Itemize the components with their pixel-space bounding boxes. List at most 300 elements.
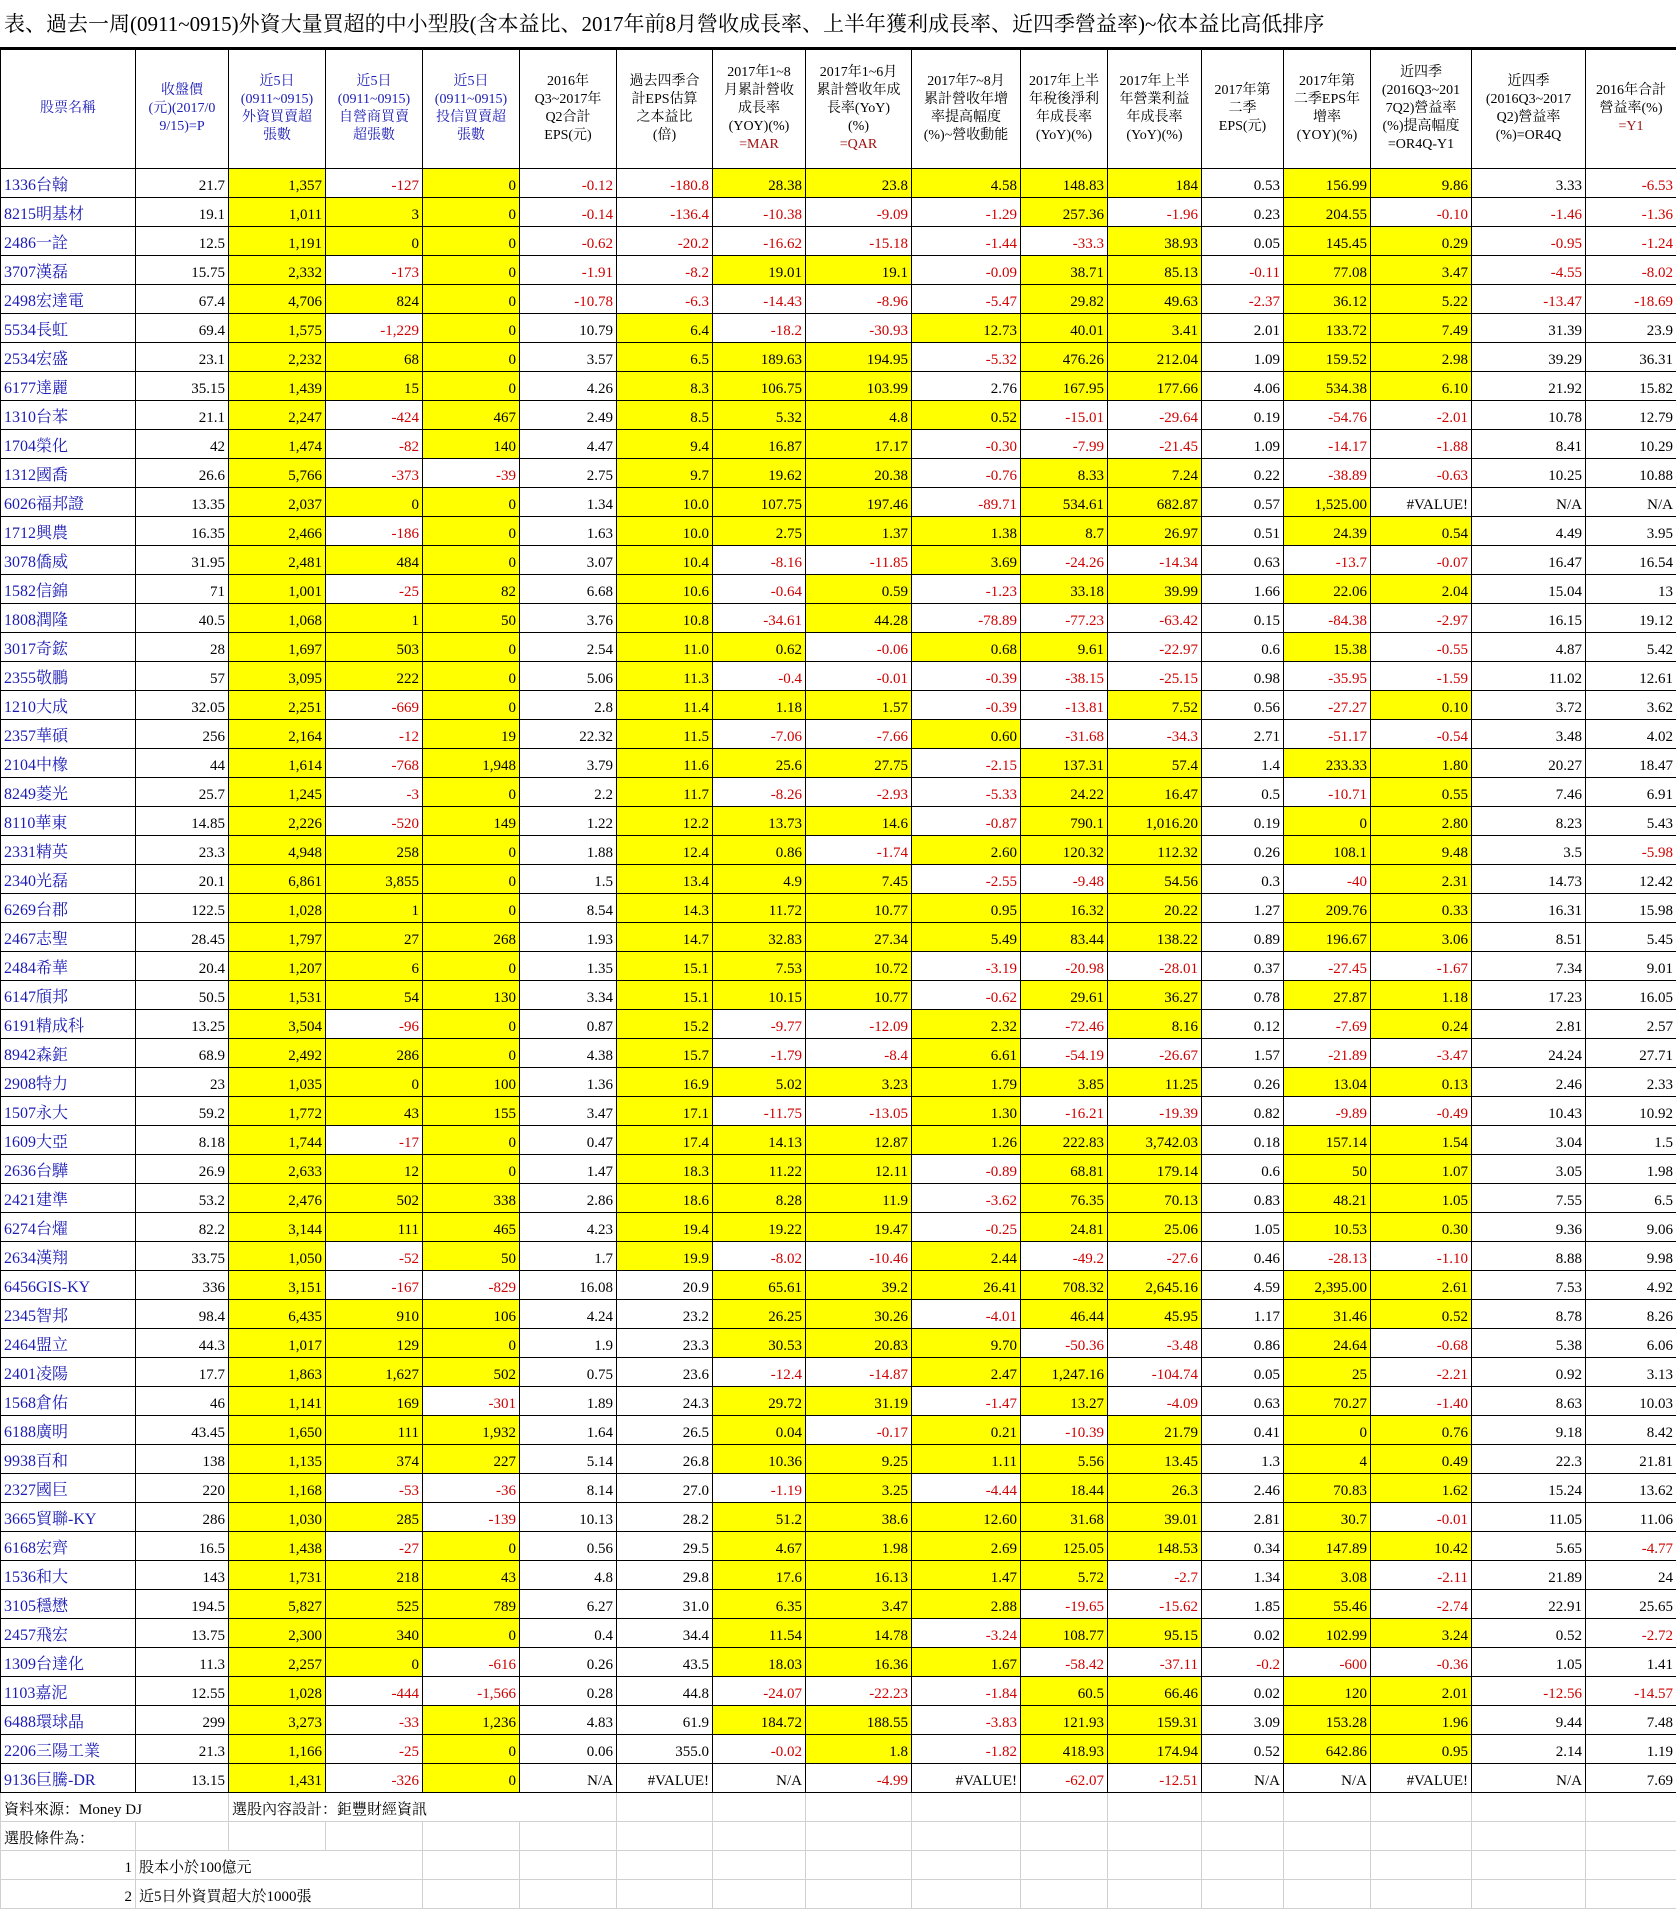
stock-name-link[interactable]: 6147頎邦 <box>1 981 136 1010</box>
cell-dealer-net-buy: 54 <box>326 981 423 1010</box>
cell-operating-income-growth: -25.15 <box>1108 662 1202 691</box>
cell-operating-income-growth: 45.95 <box>1108 1300 1202 1329</box>
cell-trust-net-buy: 0 <box>423 1155 520 1184</box>
stock-name-link[interactable]: 2327國巨 <box>1 1474 136 1503</box>
cell-revenue-growth-mar: -24.07 <box>713 1677 806 1706</box>
cell-operating-income-growth: -63.42 <box>1108 604 1202 633</box>
cell-eps-4q: 8.54 <box>520 894 617 923</box>
cell-foreign-net-buy: 3,504 <box>229 1010 326 1039</box>
cell-q2-eps-growth: 13.04 <box>1284 1068 1371 1097</box>
cell-pe-ratio: 14.3 <box>617 894 713 923</box>
cell-foreign-net-buy: 2,476 <box>229 1184 326 1213</box>
cell-net-income-growth: 46.44 <box>1021 1300 1108 1329</box>
cell-revenue-momentum: 9.70 <box>912 1329 1021 1358</box>
stock-name-link[interactable]: 2345智邦 <box>1 1300 136 1329</box>
cell-trust-net-buy: 0 <box>423 1126 520 1155</box>
stock-name-link[interactable]: 6177達麗 <box>1 372 136 401</box>
cell-foreign-net-buy: 3,144 <box>229 1213 326 1242</box>
stock-name-link[interactable]: 1704榮化 <box>1 430 136 459</box>
header-stock-name[interactable] <box>1 50 136 169</box>
cell-pe-ratio: 10.0 <box>617 488 713 517</box>
cell-pe-ratio: 19.4 <box>617 1213 713 1242</box>
header-op-margin-2016[interactable] <box>1586 50 1676 169</box>
cell-close-price: 33.75 <box>136 1242 229 1271</box>
cell-revenue-growth-qar: 27.75 <box>806 749 912 778</box>
cell-dealer-net-buy: 6 <box>326 952 423 981</box>
cell-revenue-growth-qar: 39.2 <box>806 1271 912 1300</box>
cell-eps-4q: 5.06 <box>520 662 617 691</box>
cell-op-margin-2016: 10.29 <box>1586 430 1676 459</box>
cell-net-income-growth: 3.85 <box>1021 1068 1108 1097</box>
cell-q2-eps-growth: -84.38 <box>1284 604 1371 633</box>
cell-revenue-growth-mar: 4.67 <box>713 1532 806 1561</box>
cell-trust-net-buy: 19 <box>423 720 520 749</box>
cell-q2-eps: 0.02 <box>1202 1677 1284 1706</box>
cell-q2-eps: -2.37 <box>1202 285 1284 314</box>
table-body <box>1 169 1676 1793</box>
cell-pe-ratio: 23.2 <box>617 1300 713 1329</box>
cell-net-income-growth: 790.1 <box>1021 807 1108 836</box>
stock-name-link[interactable]: 2331精英 <box>1 836 136 865</box>
stock-name-link[interactable]: 2355敬鵬 <box>1 662 136 691</box>
cell-q2-eps: 0.26 <box>1202 1068 1284 1097</box>
cell-close-price: 138 <box>136 1445 229 1474</box>
stock-name-link[interactable]: 3105穩懋 <box>1 1590 136 1619</box>
table-row <box>1 1416 1676 1445</box>
stock-name-link[interactable]: 8249菱光 <box>1 778 136 807</box>
cell-revenue-growth-qar: -7.66 <box>806 720 912 749</box>
criteria-text: 近5日外資買超大於1000張 <box>136 1880 423 1909</box>
cell-revenue-momentum: 1.38 <box>912 517 1021 546</box>
cell-pe-ratio: 12.2 <box>617 807 713 836</box>
cell-op-margin-change: 0.24 <box>1371 1010 1472 1039</box>
cell-op-margin-change: -0.36 <box>1371 1648 1472 1677</box>
cell-foreign-net-buy: 1,068 <box>229 604 326 633</box>
cell-foreign-net-buy: 3,273 <box>229 1706 326 1735</box>
header-revenue-growth-mar[interactable] <box>713 50 806 169</box>
cell-revenue-growth-mar: 51.2 <box>713 1503 806 1532</box>
table-row <box>1 430 1676 459</box>
cell-foreign-net-buy: 2,466 <box>229 517 326 546</box>
cell-op-margin-4q: 17.23 <box>1472 981 1586 1010</box>
cell-dealer-net-buy: -373 <box>326 459 423 488</box>
criteria-text: 股本小於100億元 <box>136 1851 423 1880</box>
cell-pe-ratio: 23.3 <box>617 1329 713 1358</box>
stock-name-link[interactable]: 2636台驊 <box>1 1155 136 1184</box>
cell-trust-net-buy: -139 <box>423 1503 520 1532</box>
header-q2-eps[interactable] <box>1202 50 1284 169</box>
cell-q2-eps: 1.09 <box>1202 343 1284 372</box>
table-row <box>1 372 1676 401</box>
cell-revenue-momentum: 0.52 <box>912 401 1021 430</box>
cell-q2-eps: 0.86 <box>1202 1329 1284 1358</box>
cell-revenue-growth-qar: 19.47 <box>806 1213 912 1242</box>
cell-revenue-growth-mar: -8.26 <box>713 778 806 807</box>
cell-eps-4q: 4.83 <box>520 1706 617 1735</box>
cell-foreign-net-buy: 2,492 <box>229 1039 326 1068</box>
cell-dealer-net-buy: -12 <box>326 720 423 749</box>
cell-op-margin-change: -0.55 <box>1371 633 1472 662</box>
stock-name-link[interactable]: 8215明基材 <box>1 198 136 227</box>
header-op-margin-change[interactable] <box>1371 50 1472 169</box>
stock-name-link[interactable]: 6188廣明 <box>1 1416 136 1445</box>
cell-op-margin-change: 9.86 <box>1371 169 1472 198</box>
cell-revenue-growth-mar: 0.04 <box>713 1416 806 1445</box>
cell-q2-eps: 0.02 <box>1202 1619 1284 1648</box>
cell-close-price: 12.5 <box>136 227 229 256</box>
cell-close-price: 23.1 <box>136 343 229 372</box>
cell-pe-ratio: -8.2 <box>617 256 713 285</box>
table-row <box>1 1184 1676 1213</box>
cell-pe-ratio: 15.2 <box>617 1010 713 1039</box>
cell-op-margin-4q: 4.87 <box>1472 633 1586 662</box>
cell-eps-4q: 2.2 <box>520 778 617 807</box>
cell-revenue-growth-qar: 4.8 <box>806 401 912 430</box>
cell-q2-eps: 0.63 <box>1202 546 1284 575</box>
cell-pe-ratio: 11.6 <box>617 749 713 778</box>
stock-table <box>0 49 1676 1909</box>
cell-net-income-growth: -38.15 <box>1021 662 1108 691</box>
header-net-income-growth[interactable] <box>1021 50 1108 169</box>
cell-dealer-net-buy: -127 <box>326 169 423 198</box>
cell-op-margin-2016: -18.69 <box>1586 285 1676 314</box>
cell-q2-eps: 3.09 <box>1202 1706 1284 1735</box>
cell-close-price: 12.55 <box>136 1677 229 1706</box>
stock-name-link[interactable]: 6191精成科 <box>1 1010 136 1039</box>
cell-eps-4q: 2.49 <box>520 401 617 430</box>
cell-dealer-net-buy: 3,855 <box>326 865 423 894</box>
stock-name-link[interactable]: 6269台郡 <box>1 894 136 923</box>
header-close-price[interactable] <box>136 50 229 169</box>
cell-pe-ratio: 19.9 <box>617 1242 713 1271</box>
stock-name-link[interactable]: 9938百和 <box>1 1445 136 1474</box>
cell-close-price: 13.75 <box>136 1619 229 1648</box>
cell-revenue-growth-qar: 9.25 <box>806 1445 912 1474</box>
stock-name-link[interactable]: 1309台達化 <box>1 1648 136 1677</box>
cell-revenue-growth-qar: -8.96 <box>806 285 912 314</box>
cell-dealer-net-buy: 286 <box>326 1039 423 1068</box>
table-row <box>1 227 1676 256</box>
cell-close-price: 16.5 <box>136 1532 229 1561</box>
header-q2-eps-growth[interactable] <box>1284 50 1371 169</box>
cell-pe-ratio: 17.1 <box>617 1097 713 1126</box>
table-row <box>1 1503 1676 1532</box>
stock-name-link[interactable]: 5534長虹 <box>1 314 136 343</box>
cell-operating-income-growth: -4.09 <box>1108 1387 1202 1416</box>
stock-name-link[interactable]: 1507永大 <box>1 1097 136 1126</box>
cell-revenue-growth-qar: 3.23 <box>806 1068 912 1097</box>
cell-eps-4q: 2.86 <box>520 1184 617 1213</box>
cell-op-margin-2016: 2.33 <box>1586 1068 1676 1097</box>
table-row <box>1 1097 1676 1126</box>
cell-trust-net-buy: 0 <box>423 1764 520 1793</box>
table-row <box>1 923 1676 952</box>
cell-close-price: 42 <box>136 430 229 459</box>
cell-q2-eps-growth: 209.76 <box>1284 894 1371 923</box>
table-row <box>1 981 1676 1010</box>
cell-revenue-growth-qar: -0.17 <box>806 1416 912 1445</box>
cell-close-price: 286 <box>136 1503 229 1532</box>
data-source: 資料來源：Money DJ <box>1 1793 229 1822</box>
cell-op-margin-4q: -1.46 <box>1472 198 1586 227</box>
header-revenue-growth-qar[interactable] <box>806 50 912 169</box>
header-label: 2017年第 二季 EPS(元) <box>1214 82 1271 135</box>
stock-name-link[interactable]: 2421建準 <box>1 1184 136 1213</box>
cell-eps-4q: N/A <box>520 1764 617 1793</box>
stock-name-link[interactable]: 2401凌陽 <box>1 1358 136 1387</box>
cell-close-price: 53.2 <box>136 1184 229 1213</box>
cell-operating-income-growth: -2.7 <box>1108 1561 1202 1590</box>
cell-foreign-net-buy: 1,191 <box>229 227 326 256</box>
header-foreign-net-buy[interactable] <box>229 50 326 169</box>
cell-dealer-net-buy: 222 <box>326 662 423 691</box>
cell-close-price: 46 <box>136 1387 229 1416</box>
cell-dealer-net-buy: 218 <box>326 1561 423 1590</box>
cell-trust-net-buy: 0 <box>423 662 520 691</box>
stock-name-link[interactable]: 2634漢翔 <box>1 1242 136 1271</box>
cell-q2-eps: -0.2 <box>1202 1648 1284 1677</box>
cell-trust-net-buy: 0 <box>423 372 520 401</box>
cell-foreign-net-buy: 2,232 <box>229 343 326 372</box>
stock-name-link[interactable]: 1808潤隆 <box>1 604 136 633</box>
stock-name-link[interactable]: 8942森鉅 <box>1 1039 136 1068</box>
cell-q2-eps: 0.18 <box>1202 1126 1284 1155</box>
stock-name-link[interactable]: 3078僑威 <box>1 546 136 575</box>
cell-op-margin-4q: 21.89 <box>1472 1561 1586 1590</box>
cell-close-price: 44 <box>136 749 229 778</box>
header-row <box>1 50 1676 169</box>
cell-op-margin-change: -1.59 <box>1371 662 1472 691</box>
stock-name-link[interactable]: 3665貿聯-KY <box>1 1503 136 1532</box>
cell-pe-ratio: 8.3 <box>617 372 713 401</box>
cell-revenue-momentum: 1.11 <box>912 1445 1021 1474</box>
cell-foreign-net-buy: 1,017 <box>229 1329 326 1358</box>
cell-close-price: 26.9 <box>136 1155 229 1184</box>
cell-revenue-growth-mar: 106.75 <box>713 372 806 401</box>
cell-trust-net-buy: 0 <box>423 633 520 662</box>
cell-op-margin-4q: 3.48 <box>1472 720 1586 749</box>
cell-op-margin-change: 1.96 <box>1371 1706 1472 1735</box>
cell-foreign-net-buy: 1,439 <box>229 372 326 401</box>
stock-name-link[interactable]: 2206三陽工業 <box>1 1735 136 1764</box>
cell-op-margin-4q: 39.29 <box>1472 343 1586 372</box>
stock-name-link[interactable]: 8110華東 <box>1 807 136 836</box>
cell-eps-4q: 1.5 <box>520 865 617 894</box>
cell-q2-eps-growth: 642.86 <box>1284 1735 1371 1764</box>
cell-eps-4q: 1.7 <box>520 1242 617 1271</box>
cell-revenue-growth-mar: 4.9 <box>713 865 806 894</box>
cell-op-margin-2016: 4.02 <box>1586 720 1676 749</box>
cell-trust-net-buy: 149 <box>423 807 520 836</box>
stock-name-link[interactable]: 9136巨騰-DR <box>1 1764 136 1793</box>
cell-revenue-growth-qar: -4.99 <box>806 1764 912 1793</box>
cell-revenue-momentum: 5.49 <box>912 923 1021 952</box>
cell-operating-income-growth: 8.16 <box>1108 1010 1202 1039</box>
cell-revenue-growth-mar: N/A <box>713 1764 806 1793</box>
cell-op-margin-change: 2.01 <box>1371 1677 1472 1706</box>
cell-operating-income-growth: -34.3 <box>1108 720 1202 749</box>
stock-name-link[interactable]: 2484希華 <box>1 952 136 981</box>
stock-name-link[interactable]: 6274台燿 <box>1 1213 136 1242</box>
cell-pe-ratio: 29.5 <box>617 1532 713 1561</box>
cell-revenue-growth-qar: 3.25 <box>806 1474 912 1503</box>
cell-foreign-net-buy: 2,633 <box>229 1155 326 1184</box>
cell-op-margin-2016: 4.92 <box>1586 1271 1676 1300</box>
cell-net-income-growth: 167.95 <box>1021 372 1108 401</box>
cell-foreign-net-buy: 1,011 <box>229 198 326 227</box>
cell-close-price: 20.1 <box>136 865 229 894</box>
cell-revenue-growth-mar: 13.73 <box>713 807 806 836</box>
cell-q2-eps-growth: 70.83 <box>1284 1474 1371 1503</box>
cell-q2-eps: 0.6 <box>1202 633 1284 662</box>
cell-foreign-net-buy: 1,614 <box>229 749 326 778</box>
cell-op-margin-4q: 4.49 <box>1472 517 1586 546</box>
table-row <box>1 1677 1676 1706</box>
cell-foreign-net-buy: 1,772 <box>229 1097 326 1126</box>
cell-revenue-growth-mar: 11.72 <box>713 894 806 923</box>
stock-name-link[interactable]: 2467志聖 <box>1 923 136 952</box>
cell-operating-income-growth: -15.62 <box>1108 1590 1202 1619</box>
cell-q2-eps: 0.26 <box>1202 836 1284 865</box>
header-label: 近四季 (2016Q3~2017 Q2)營益率 (%)=OR4Q <box>1485 73 1572 144</box>
stock-name-link[interactable]: 2534宏盛 <box>1 343 136 372</box>
cell-op-margin-4q: 15.04 <box>1472 575 1586 604</box>
stock-name-link[interactable]: 1310台苯 <box>1 401 136 430</box>
cell-pe-ratio: 12.4 <box>617 836 713 865</box>
cell-net-income-growth: 68.81 <box>1021 1155 1108 1184</box>
cell-revenue-growth-qar: 20.38 <box>806 459 912 488</box>
stock-name-link[interactable]: 2486一詮 <box>1 227 136 256</box>
cell-op-margin-4q: 3.5 <box>1472 836 1586 865</box>
stock-name-link[interactable]: 3017奇鋐 <box>1 633 136 662</box>
cell-op-margin-2016: 10.92 <box>1586 1097 1676 1126</box>
table-row <box>1 691 1676 720</box>
cell-revenue-growth-qar: 23.8 <box>806 169 912 198</box>
cell-q2-eps-growth: 4 <box>1284 1445 1371 1474</box>
cell-op-margin-4q: 21.92 <box>1472 372 1586 401</box>
cell-q2-eps: 1.57 <box>1202 1039 1284 1068</box>
stock-name-link[interactable]: 6168宏齊 <box>1 1532 136 1561</box>
stock-name-link[interactable]: 6488環球晶 <box>1 1706 136 1735</box>
cell-revenue-growth-mar: 10.36 <box>713 1445 806 1474</box>
cell-eps-4q: 1.89 <box>520 1387 617 1416</box>
cell-net-income-growth: 29.82 <box>1021 285 1108 314</box>
stock-name-link[interactable]: 1536和大 <box>1 1561 136 1590</box>
cell-revenue-growth-mar: 16.87 <box>713 430 806 459</box>
cell-revenue-momentum: -2.15 <box>912 749 1021 778</box>
table-row <box>1 1358 1676 1387</box>
header-revenue-momentum[interactable] <box>912 50 1021 169</box>
cell-revenue-growth-mar: 18.03 <box>713 1648 806 1677</box>
stock-name-link[interactable]: 1712興農 <box>1 517 136 546</box>
cell-revenue-growth-qar: 14.6 <box>806 807 912 836</box>
stock-name-link[interactable]: 6026福邦證 <box>1 488 136 517</box>
cell-net-income-growth: -15.01 <box>1021 401 1108 430</box>
cell-foreign-net-buy: 1,797 <box>229 923 326 952</box>
cell-q2-eps: 0.83 <box>1202 1184 1284 1213</box>
cell-pe-ratio: 11.4 <box>617 691 713 720</box>
stock-name-link[interactable]: 2908特力 <box>1 1068 136 1097</box>
cell-revenue-growth-qar: -12.09 <box>806 1010 912 1039</box>
cell-close-price: 23 <box>136 1068 229 1097</box>
cell-close-price: 71 <box>136 575 229 604</box>
cell-net-income-growth: -9.48 <box>1021 865 1108 894</box>
cell-revenue-growth-qar: -22.23 <box>806 1677 912 1706</box>
cell-op-margin-4q: -4.55 <box>1472 256 1586 285</box>
cell-net-income-growth: 18.44 <box>1021 1474 1108 1503</box>
cell-revenue-growth-mar: 19.22 <box>713 1213 806 1242</box>
cell-op-margin-4q: 9.36 <box>1472 1213 1586 1242</box>
cell-eps-4q: 3.47 <box>520 1097 617 1126</box>
cell-revenue-growth-mar: -8.16 <box>713 546 806 575</box>
cell-q2-eps-growth: -9.89 <box>1284 1097 1371 1126</box>
cell-q2-eps-growth: -40 <box>1284 865 1371 894</box>
cell-q2-eps-growth: 77.08 <box>1284 256 1371 285</box>
stock-name-link[interactable]: 2340光磊 <box>1 865 136 894</box>
cell-foreign-net-buy: 3,095 <box>229 662 326 691</box>
header-dealer-net-buy[interactable] <box>326 50 423 169</box>
header-pe-ratio[interactable] <box>617 50 713 169</box>
stock-name-link[interactable]: 1312國喬 <box>1 459 136 488</box>
cell-revenue-growth-mar: -1.19 <box>713 1474 806 1503</box>
cell-op-margin-4q: 0.92 <box>1472 1358 1586 1387</box>
cell-pe-ratio: 10.6 <box>617 575 713 604</box>
cell-close-price: 21.1 <box>136 401 229 430</box>
stock-name-link[interactable]: 6456GIS-KY <box>1 1271 136 1300</box>
cell-close-price: 50.5 <box>136 981 229 1010</box>
cell-dealer-net-buy: 68 <box>326 343 423 372</box>
stock-name-link[interactable]: 1336台翰 <box>1 169 136 198</box>
cell-revenue-growth-mar: 5.02 <box>713 1068 806 1097</box>
cell-eps-4q: 2.54 <box>520 633 617 662</box>
stock-name-link[interactable]: 1582信錦 <box>1 575 136 604</box>
stock-name-link[interactable]: 2464盟立 <box>1 1329 136 1358</box>
header-operating-income-growth[interactable] <box>1108 50 1202 169</box>
header-op-margin-4q[interactable] <box>1472 50 1586 169</box>
cell-dealer-net-buy: 111 <box>326 1213 423 1242</box>
stock-name-link[interactable]: 2498宏達電 <box>1 285 136 314</box>
stock-name-link[interactable]: 2457飛宏 <box>1 1619 136 1648</box>
header-trust-net-buy[interactable] <box>423 50 520 169</box>
cell-close-price: 17.7 <box>136 1358 229 1387</box>
cell-op-margin-2016: 8.26 <box>1586 1300 1676 1329</box>
stock-name-link[interactable]: 1103嘉泥 <box>1 1677 136 1706</box>
cell-close-price: 28.45 <box>136 923 229 952</box>
cell-op-margin-4q: 11.02 <box>1472 662 1586 691</box>
cell-op-margin-4q: 31.39 <box>1472 314 1586 343</box>
cell-revenue-growth-mar: 26.25 <box>713 1300 806 1329</box>
cell-revenue-growth-qar: -9.09 <box>806 198 912 227</box>
stock-name-link[interactable]: 1210大成 <box>1 691 136 720</box>
cell-op-margin-2016: 19.12 <box>1586 604 1676 633</box>
cell-dealer-net-buy: -669 <box>326 691 423 720</box>
cell-q2-eps-growth: -54.76 <box>1284 401 1371 430</box>
cell-op-margin-2016: 36.31 <box>1586 343 1676 372</box>
stock-name-link[interactable]: 2357華碩 <box>1 720 136 749</box>
cell-dealer-net-buy: 285 <box>326 1503 423 1532</box>
stock-name-link[interactable]: 1568倉佑 <box>1 1387 136 1416</box>
stock-name-link[interactable]: 1609大亞 <box>1 1126 136 1155</box>
table-row <box>1 1445 1676 1474</box>
stock-name-link[interactable]: 2104中橡 <box>1 749 136 778</box>
cell-op-margin-4q: 10.43 <box>1472 1097 1586 1126</box>
cell-net-income-growth: 708.32 <box>1021 1271 1108 1300</box>
stock-name-link[interactable]: 3707漢磊 <box>1 256 136 285</box>
cell-op-margin-change: -1.10 <box>1371 1242 1472 1271</box>
cell-revenue-momentum: 1.47 <box>912 1561 1021 1590</box>
cell-op-margin-4q: -13.47 <box>1472 285 1586 314</box>
header-eps-4q[interactable] <box>520 50 617 169</box>
